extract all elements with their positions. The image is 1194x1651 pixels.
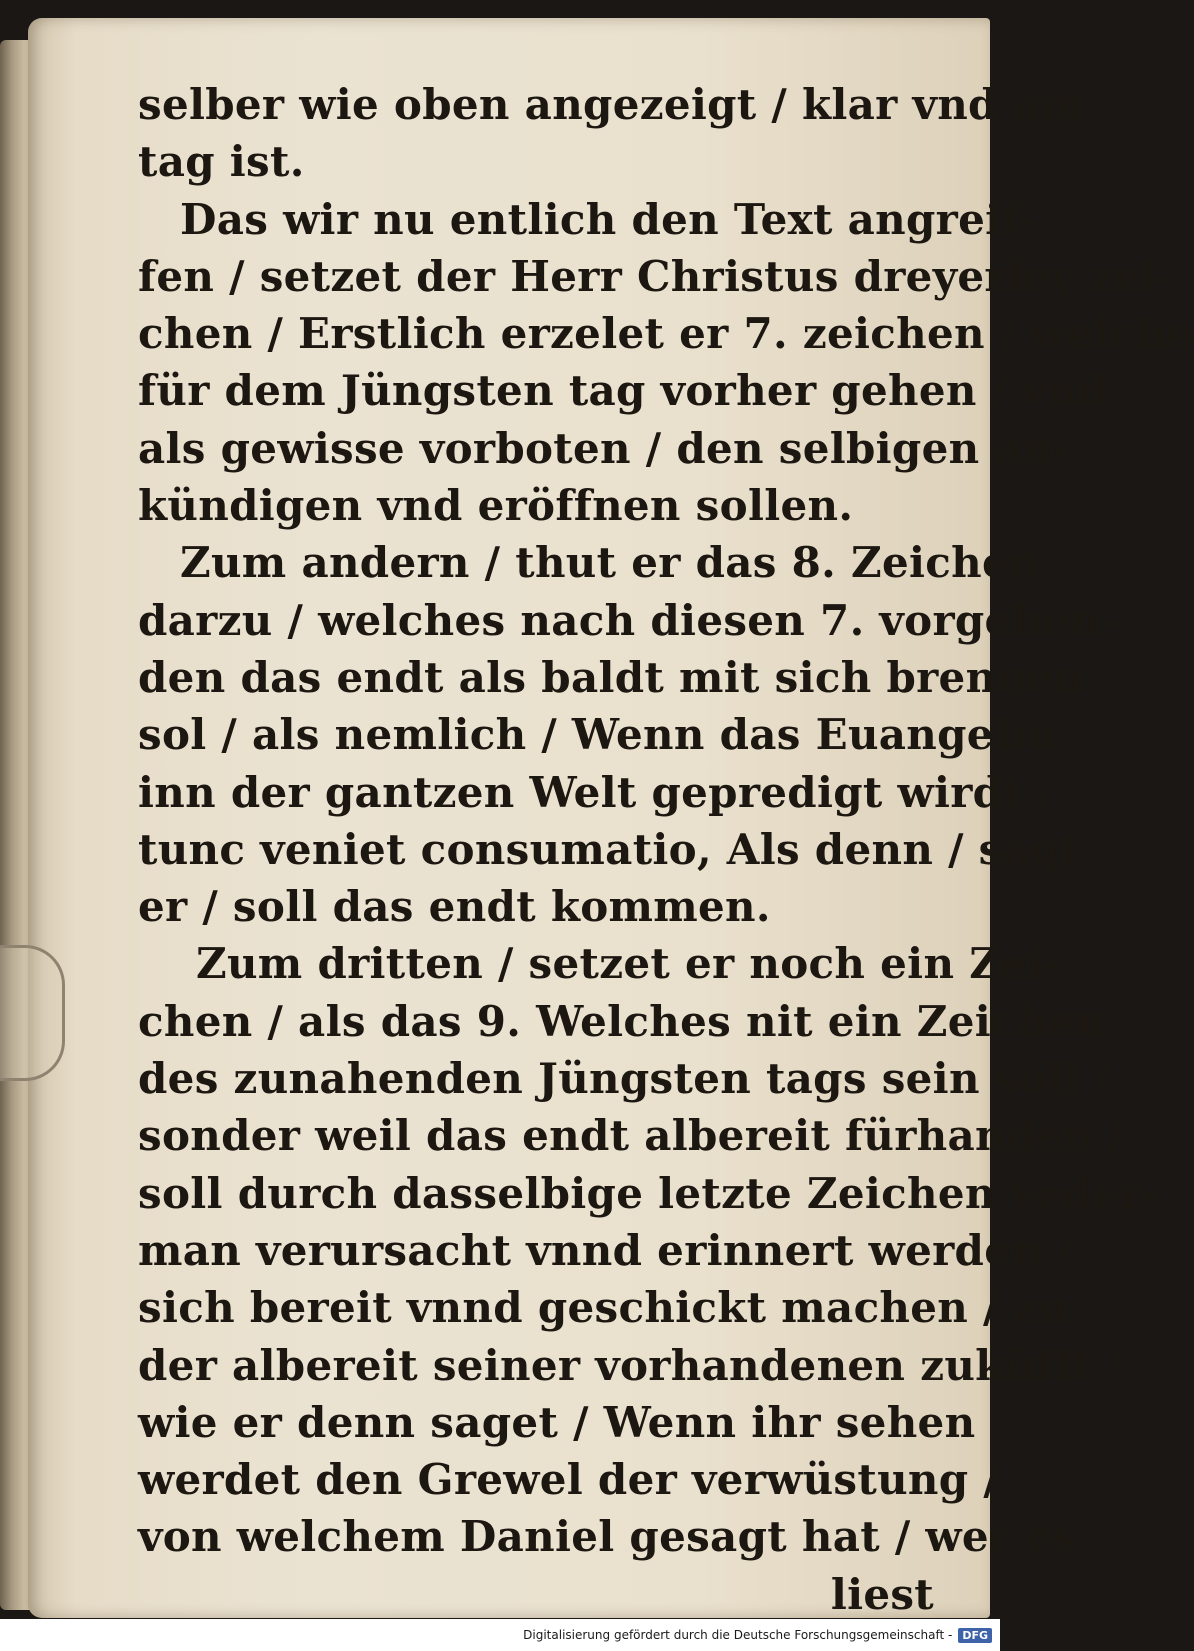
text-line: tunc veniet consumatio, Als denn / sagt [138, 824, 1080, 874]
text-line: Zum dritten / setzet er noch ein Zei- [196, 939, 1062, 989]
text-line: der albereit seiner vorhandenen zukũfft / [138, 1340, 1123, 1390]
text-line: sich bereit vnnd geschickt machen / zu [138, 1283, 1069, 1333]
text-line: Zum andern / thut er das 8. Zeichen [180, 538, 1040, 588]
catchword: liest [830, 1569, 934, 1619]
text-line: Das wir nu entlich den Text angreif- [180, 194, 1036, 244]
text-line: darzu / welches nach diesen 7. vorgehen- [138, 595, 1118, 645]
page-text [138, 76, 1194, 1623]
text-line: fen / setzet der Herr Christus dreyerley zei- [138, 251, 1175, 301]
text-line: tag ist. [138, 137, 305, 187]
text-line: sonder weil das endt albereit fürhanden / [138, 1111, 1124, 1161]
text-line: als gewisse vorboten / den selbigen an- [138, 423, 1071, 473]
text-line: für dem Jüngsten tag vorher gehen / vnd [138, 366, 1108, 416]
text-line: werdet den Grewel der verwüstung / [138, 1455, 999, 1505]
text-line: wie er denn saget / Wenn ihr sehen [138, 1397, 976, 1447]
text-line: chen / als das 9. Welches nit ein Zeichen [138, 996, 1106, 1046]
text-line: des zunahenden Jüngsten tags sein soll / [138, 1054, 1111, 1104]
text-line: selber wie oben angezeigt / klar vnd am [138, 80, 1085, 129]
text-line: von welchem Daniel gesagt hat / wer es [138, 1512, 1078, 1562]
text-line: den das endt als baldt mit sich brengen [138, 652, 1084, 702]
text-line: kündigen vnd eröffnen sollen. [138, 481, 854, 531]
text-line: chen / Erstlich erzelet er 7. zeichen / welche [138, 309, 1194, 359]
book-clasp [0, 945, 65, 1081]
book-page [28, 18, 1194, 1619]
funding-credit: Digitalisierung gefördert durch die Deutsche Forschungsgemeinschaft - [523, 1628, 953, 1642]
text-line: soll durch dasselbige letzte Zeichen yeder- [138, 1168, 1160, 1218]
text-line: er / soll das endt kommen. [138, 882, 771, 932]
dfg-logo-icon: DFG [958, 1628, 992, 1643]
footer-bar [0, 1619, 1000, 1651]
text-line: inn der gantzen Welt gepredigt wirdt / [138, 767, 1053, 817]
text-line: man verursacht vnnd erinnert werden / [138, 1225, 1073, 1275]
text-line: sol / als nemlich / Wenn das Euangeliũ [138, 710, 1058, 760]
